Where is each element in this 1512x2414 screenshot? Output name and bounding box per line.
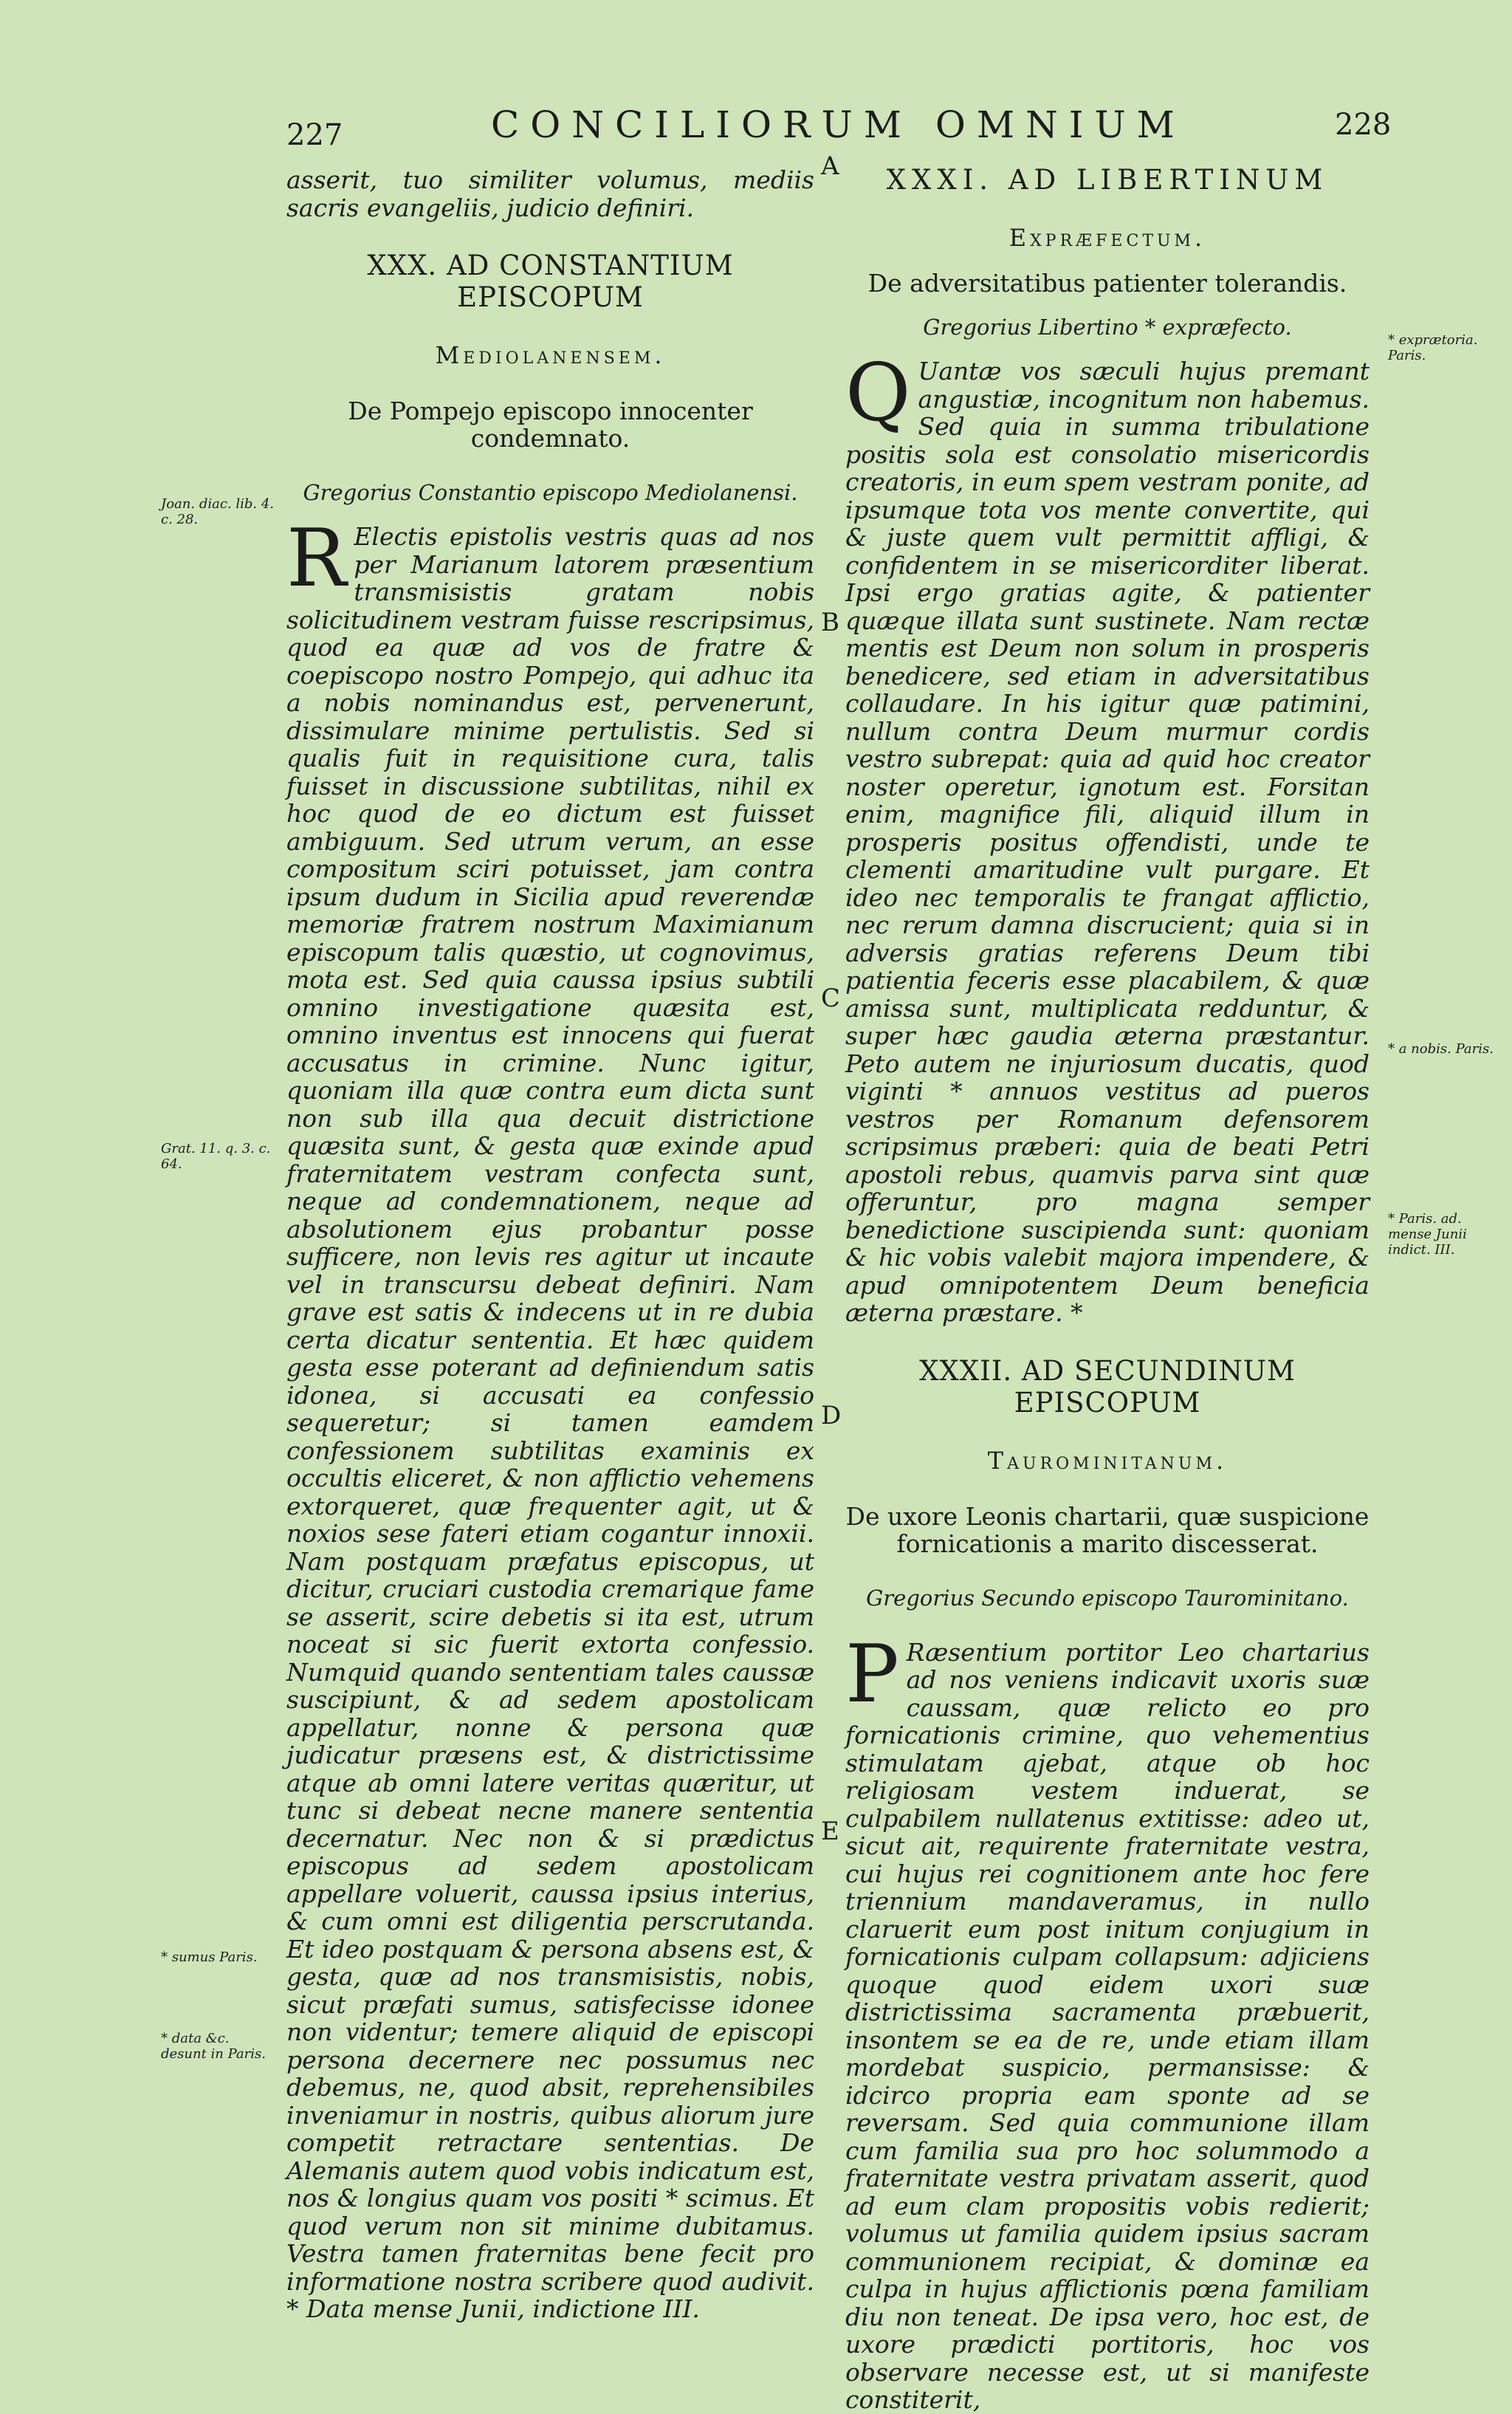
letter-32-body-text: Ræsentium portitor Leo chartarius ad nos veniens indicavit uxoris suæ caussam, quæ relicto eo pro fornicationis crimine, quo vehementius stimulatam ajebat, atque ob hoc religiosam vestem induerat, se culpabilem nullatenus extitisse: adeo ut, sicut ait, requirente fraternitate vestra, cui hujus rei cognitionem ante hoc fere triennium mandaveramus, in nullo claruerit eum post initum conjugium in fornicationis culpam collapsum: adjiciens quoque quod eidem uxori suæ districtissima sacramenta præbuerit, insontem se ea de re, unde etiam illam mordebat suspicio, permansisse: & idcirco propria eam sponte ad se reversam. Sed quia communione illam cum familia sua pro hoc solummodo a fraternitate vestra privatam asserit, quod ad eum clam propositis vobis redierit; volumus ut familia quidem ipsius sacram communionem recipiat, & dominæ ea culpa in hujus afflictionis pœna familiam diu non teneat. De ipsa vero, hoc est, de uxore prædicti portitoris, hoc vos observare necesse est, ut si manifeste constiterit,: [845, 1638, 1370, 2414]
letter-32-body: [845, 1639, 1370, 2414]
letter-31-heading: XXXI. AD LIBERTINUM: [845, 164, 1370, 196]
letter-30-address: Gregorius Constantio episcopo Mediolanensi.: [286, 480, 814, 505]
letter-31-topic: De adversitatibus patienter tolerandis.: [845, 270, 1370, 297]
letter-30-body: [286, 523, 814, 2323]
margin-note-right-3: * Paris. ad. mense Junii indict. III.: [1388, 1211, 1499, 1258]
page-number-left: 227: [286, 118, 343, 152]
lead-text: asserit, tuo similiter volumus, mediis sacris evangeliis, judicio definiri.: [286, 166, 814, 222]
section-letter-b: B: [821, 608, 839, 637]
section-letter-d: D: [821, 1401, 841, 1430]
right-column: [845, 164, 1370, 2414]
letter-31-body: [845, 357, 1370, 1327]
section-letter-c: C: [821, 984, 840, 1013]
running-header: [0, 103, 1512, 155]
left-column: [286, 166, 814, 2323]
letter-30-heading: XXX. AD CONSTANTIUM EPISCOPUM: [286, 250, 814, 313]
margin-note-right-2: * a nobis. Paris.: [1388, 1041, 1499, 1057]
page-number-right: 228: [1335, 108, 1391, 142]
dropcap-q: Q: [845, 362, 911, 425]
letter-32-heading: XXXII. AD SECUNDINUM EPISCOPUM: [845, 1355, 1370, 1419]
section-letter-e: E: [821, 1817, 839, 1846]
margin-note-left-1: Joan. diac. lib. 4. c. 28.: [161, 496, 279, 527]
letter-31-body-text: Uantæ vos sæculi hujus premant angustiæ, incognitum non habemus. Sed quia in summa tribulatione positis sola est consolatio misericordis creatoris, in eum spem vestram ponite, ad ipsumque tota vos mente convertite, qui & juste quem vult permittit affligi, & confidentem in se misericorditer liberat. Ipsi ergo gratias agite, & patienter quæque illata sunt sustinete. Nam rectæ mentis est Deum non solum in prosperis benedicere, sed etiam in adversitatibus collaudare. In his igitur quæ patimini, nullum contra Deum murmur cordis vestro subrepat: quia ad quid hoc creator noster operetur, ignotum est. Forsitan enim, magnifice fili, aliquid illum in prosperis positus offendisti, unde te clementi amaritudine vult purgare. Et ideo nec temporalis te frangat afflictio, nec rerum damna discrucient; quia si in adversis gratias referens Deum tibi patientia feceris esse placabilem, & quæ amissa sunt, multiplicata redduntur, & super hæc gaudia æterna præstantur. Peto autem ne injuriosum ducatis, quod viginti * annuos vestitus ad pueros vestros per Romanum defensorem scripsimus præberi: quia de beati Petri apostoli rebus, quamvis parva sint quæ offeruntur, pro magna semper benedictione suscipienda sunt: quoniam & hic vobis valebit majora impendere, & apud omnipotentem Deum beneficia æterna præstare. *: [845, 357, 1370, 1327]
dropcap-r: R: [286, 527, 346, 591]
letter-31-address: Gregorius Libertino * expræfecto.: [845, 315, 1370, 340]
margin-note-left-4: * data &c. desunt in Paris.: [161, 2031, 279, 2062]
letter-30-subheading: Mediolanensem.: [286, 341, 814, 369]
dropcap-p: P: [845, 1643, 899, 1707]
letter-31-subheading: Expræfectum.: [845, 224, 1370, 252]
letter-32-topic: De uxore Leonis chartarii, quæ suspicione fornicationis a marito discesserat.: [845, 1503, 1370, 1557]
letter-32-address: Gregorius Secundo episcopo Taurominitano.: [845, 1585, 1370, 1611]
margin-note-left-2: Grat. 11. q. 3. c. 64.: [161, 1141, 279, 1172]
letter-32-subheading: Taurominitanum.: [845, 1447, 1370, 1475]
letter-30-topic: De Pompejo episcopo innocenter condemnato.: [286, 397, 814, 452]
letter-30-body-text: Electis epistolis vestris quas ad nos per Marianum latorem præsentium transmisistis gratam nobis solicitudinem vestram fuisse rescripsimus, quod ea quæ ad vos de fratre & coepiscopo nostro Pompejo, qui adhuc ita a nobis nominandus est, pervenerunt, dissimulare minime pertulistis. Sed si qualis fuit in requisitione cura, talis fuisset in discussione subtilitas, nihil ex hoc quod de eo dictum est fuisset ambiguum. Sed utrum verum, an esse compositum sciri potuisset, jam contra ipsum dudum in Sicilia apud reverendæ memoriæ fratrem nostrum Maximianum episcopum talis quæstio, ut cognovimus, mota est. Sed quia caussa ipsius subtili omnino investigatione quæsita est, omnino inventus est innocens qui fuerat accusatus in crimine. Nunc igitur, quoniam illa quæ contra eum dicta sunt non sub illa qua decuit districtione quæsita sunt, & gesta quæ exinde apud fraternitatem vestram confecta sunt, neque ad condemnationem, neque ad absolutionem ejus probantur posse sufficere, non levis res agitur ut incaute vel in transcursu debeat definiri. Nam grave est satis & indecens ut in re dubia certa dicatur sententia. Et hæc quidem gesta esse poterant ad definiendum satis idonea, si accusati ea confessio sequeretur; si tamen eamdem confessionem subtilitas examinis ex occultis eliceret, & non afflictio vehemens extorqueret, quæ frequenter agit, ut & noxios sese fateri etiam cogantur innoxii. Nam postquam præfatus episcopus, ut dicitur, cruciari custodia cremarique fame se asserit, scire debetis si ita est, utrum noceat si sic fuerit extorta confessio. Numquid quando sententiam tales caussæ suscipiunt, & ad sedem apostolicam appellatur, nonne & persona quæ judicatur præsens est, & districtissime atque ab omni latere veritas quæritur, ut tunc si debeat necne manere sententia decernatur. Nec non & si prædictus episcopus ad sedem apostolicam appellare voluerit, caussa ipsius interius, & cum omni est diligentia perscrutanda. Et ideo postquam & persona absens est, & gesta, quæ ad nos transmisistis, nobis, sicut præfati sumus, satisfecisse idonee non videntur; temere aliquid de episcopi persona decernere nec possumus nec debemus, ne, quod absit, reprehensibiles inveniamur in nostris, quibus aliorum jure competit retractare sententias. De Alemanis autem quod vobis indicatum est, nos & longius quam vos positi * scimus. Et quod verum non sit minime dubitamus. Vestra tamen fraternitas bene fecit pro informatione nostra scribere quod audivit. * Data mense Junii, indictione III.: [286, 522, 814, 2323]
section-letter-a: A: [821, 151, 839, 181]
margin-note-right-1: * exprætoria. Paris.: [1388, 332, 1499, 363]
running-title: CONCILIORUM OMNIUM: [491, 103, 1186, 146]
margin-note-left-3: * sumus Paris.: [161, 1950, 279, 1965]
